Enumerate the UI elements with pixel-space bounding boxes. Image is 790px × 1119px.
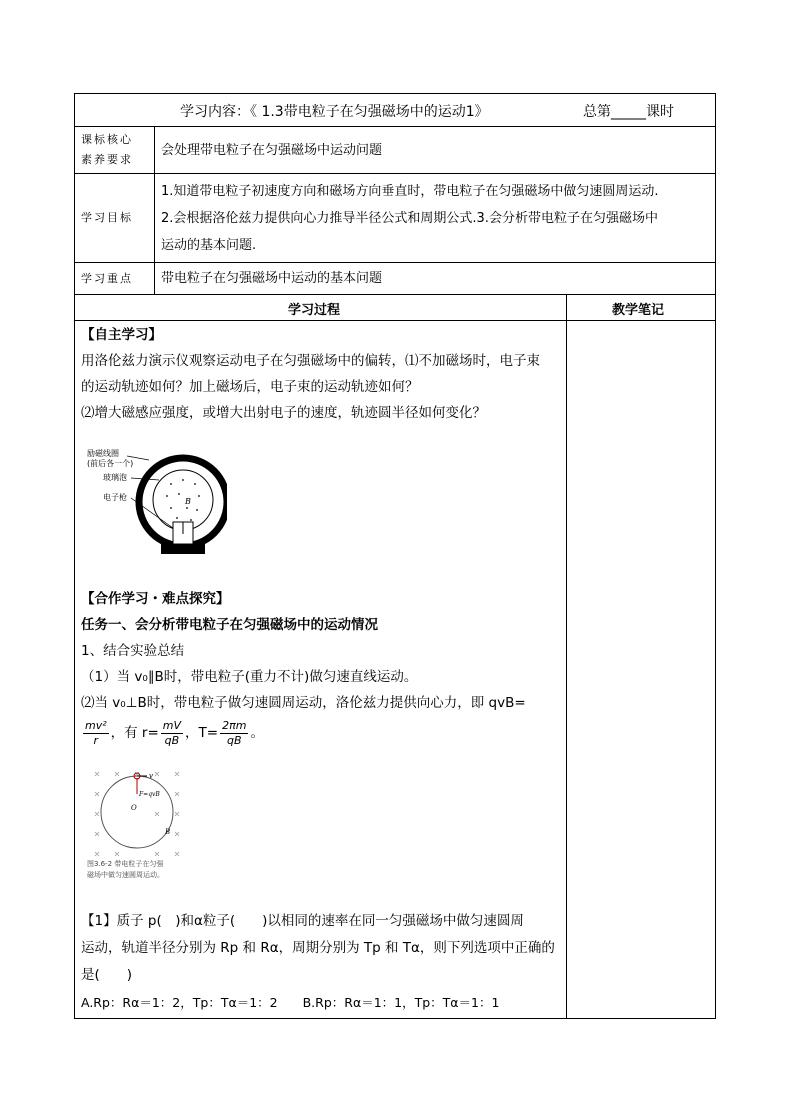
summary-line: 1、结合实验总结 bbox=[81, 643, 185, 659]
page-title: 学习内容：《 1.3带电粒子在匀强磁场中的运动1》 bbox=[180, 104, 489, 120]
fraction-period: $\frac{2\pi m}{qB}$ bbox=[222, 718, 247, 747]
goal-line: 运动的基本问题. bbox=[161, 237, 257, 253]
formula-text: ，T= bbox=[185, 725, 219, 741]
learning-focus-label bbox=[75, 263, 155, 294]
learning-goals-value bbox=[161, 174, 709, 262]
learning-focus-value bbox=[161, 263, 709, 294]
notes-header: 教学笔记 bbox=[612, 303, 665, 318]
label-center: O bbox=[131, 804, 137, 812]
learning-goals-label bbox=[75, 174, 155, 262]
process-header: 学习过程 bbox=[288, 303, 341, 318]
question-options: A.Rp：Rα＝1：2，Tp：Tα＝1：2 B.Rp：Rα＝1：1，Tp：Tα＝1：1 bbox=[81, 995, 500, 1010]
learning-process-content bbox=[81, 322, 561, 1016]
label-field: B bbox=[165, 828, 171, 836]
self-study-line: 用洛伦兹力演示仪观察运动电子在匀强磁场中的偏转，⑴不加磁场时，电子束 bbox=[81, 353, 540, 369]
label-field-b: B bbox=[185, 497, 191, 506]
core-literacy-label bbox=[75, 127, 155, 173]
question-line: 运动，轨道半径分别为 Rp 和 Rα，周期分别为 Tp 和 Tα，则下列选项中正确的 bbox=[81, 940, 555, 956]
core-value-text: 会处理带电粒子在匀强磁场中运动问题 bbox=[161, 142, 383, 158]
label-force: F=qvB bbox=[139, 791, 160, 798]
lorentz-demo-figure bbox=[87, 444, 227, 562]
self-study-heading: 【自主学习】 bbox=[81, 327, 162, 343]
column-header-row bbox=[75, 295, 715, 321]
lesson-count: 总第_____课时 bbox=[583, 104, 674, 120]
goals-label-text: 学习目标 bbox=[81, 211, 133, 224]
question-line: 是( ) bbox=[81, 967, 133, 983]
core-label-line2: 素养要求 bbox=[81, 153, 133, 166]
core-label-line1: 课标核心 bbox=[81, 133, 133, 146]
figure-caption-line2: 磁场中做匀速圆周运动。 bbox=[87, 871, 164, 879]
label-velocity: v bbox=[149, 772, 153, 780]
focus-value-text: 带电粒子在匀强磁场中运动的基本问题 bbox=[161, 271, 383, 286]
formula-text: ，有 r= bbox=[110, 725, 159, 741]
worksheet bbox=[74, 93, 716, 1019]
core-literacy-value bbox=[161, 127, 709, 173]
goal-line: 2.会根据洛伦兹力提供向心力推导半径公式和周期公式.3.会分析带电粒子在匀强磁场中 bbox=[161, 210, 658, 226]
fraction-radius: $\frac{mV}{qB}$ bbox=[162, 718, 182, 747]
learning-goals-row bbox=[75, 174, 715, 263]
column-divider bbox=[566, 295, 567, 1018]
core-literacy-row bbox=[75, 127, 715, 174]
title-row bbox=[75, 94, 715, 127]
learning-focus-row bbox=[75, 263, 715, 295]
task-heading: 任务一、会分析带电粒子在匀强磁场中的运动情况 bbox=[81, 617, 378, 633]
focus-label-text: 学习重点 bbox=[81, 271, 133, 285]
formula-text: 。 bbox=[250, 725, 264, 741]
lorentz-demo-diagram bbox=[87, 444, 227, 562]
self-study-line: ⑵增大磁感应强度，或增大出射电子的速度，轨迹圆半径如何变化？ bbox=[81, 405, 486, 421]
cooperative-heading: 【合作学习・难点探究】 bbox=[81, 591, 230, 607]
case2-line: ⑵当 v₀⊥B时，带电粒子做匀速圆周运动，洛伦兹力提供向心力，即 qvB= bbox=[81, 695, 526, 711]
question-line: 【1】质子 p( )和α粒子( )以相同的速率在同一匀强磁场中做匀速圆周 bbox=[81, 913, 524, 929]
label-coil-note: (前后各一个) bbox=[87, 459, 134, 468]
label-glass-bulb: 玻璃泡 bbox=[103, 473, 127, 482]
goal-line: 1.知道带电粒子初速度方向和磁场方向垂直时，带电粒子在匀强磁场中做匀速圆周运动. bbox=[161, 183, 659, 199]
circular-motion-diagram bbox=[87, 766, 197, 884]
label-coil: 励磁线圈 bbox=[87, 449, 119, 458]
formula-line bbox=[81, 716, 561, 750]
figure-caption-line1: 图3.6-2 带电粒子在匀强 bbox=[87, 860, 164, 868]
fraction-mv2-r: $\frac{\text{mv²}}{r}$ bbox=[85, 718, 107, 747]
case1-line: （1）当 v₀∥B时，带电粒子(重力不计)做匀速直线运动。 bbox=[81, 669, 418, 685]
circular-motion-figure bbox=[87, 766, 197, 884]
self-study-line: 的运动轨迹如何？加上磁场后，电子束的运动轨迹如何？ bbox=[81, 379, 419, 395]
label-electron-gun: 电子枪 bbox=[103, 493, 127, 502]
